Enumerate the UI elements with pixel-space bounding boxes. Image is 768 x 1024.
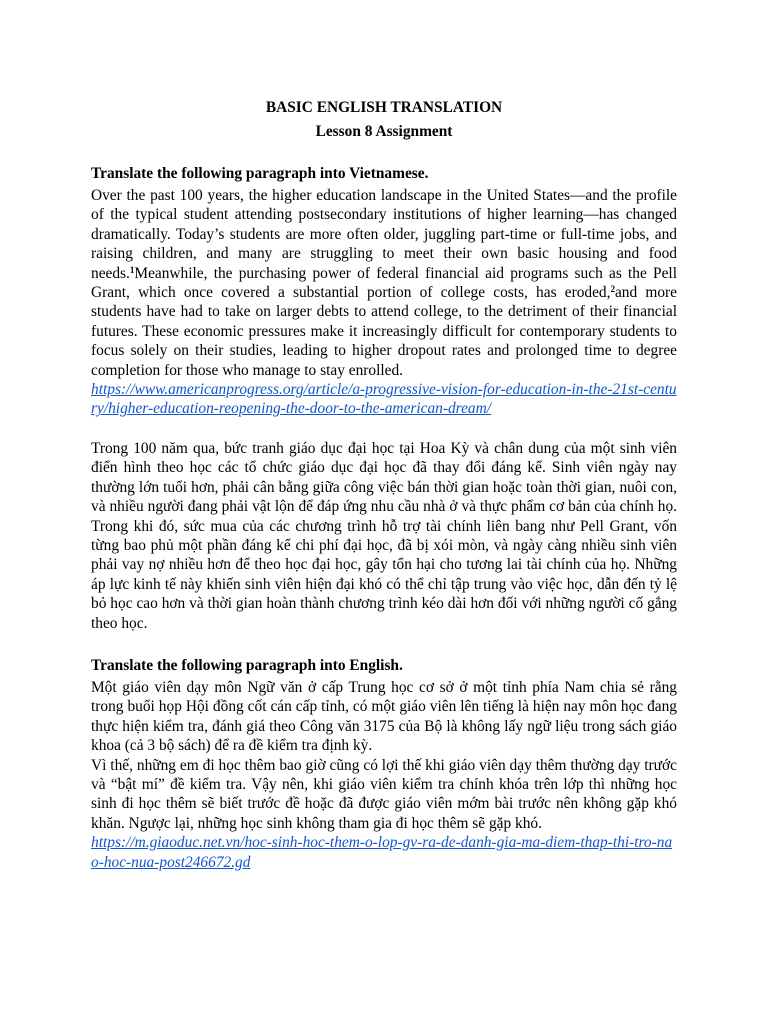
spacer (91, 144, 677, 162)
footnote-2[interactable]: 2 (610, 284, 615, 295)
spacer (91, 633, 677, 654)
section2-paragraph-1: Một giáo viên dạy môn Ngữ văn ở cấp Trung học cơ sở ở một tỉnh phía Nam chia sẻ rằng trong buổi họp Hội đồng cốt cán cấp tỉnh, có một giáo viên lên tiếng là hiện nay môn học đang thực hiện kiểm tra, đánh giá theo Công văn 3175 của Bộ là không lấy ngữ liệu trong sách giáo khoa (cả 3 bộ sách) để ra đề kiểm tra định kỳ. (91, 678, 677, 755)
section1-heading: Translate the following paragraph into Vietnamese. (91, 165, 429, 182)
para-part2: Meanwhile, the purchasing power of federal financial aid programs such as the Pell Grant, which once covered a substantial portion of college costs, has eroded, (91, 264, 677, 302)
section1-english-paragraph (91, 186, 677, 380)
footnote-1[interactable]: 1 (129, 264, 135, 275)
para-part3: and more students have had to take on larger debts to attend college, to the detriment of their financial futures. These economic pressures make it increasingly difficult for contemporary students to focus solely on their studies, leading to higher dropout rates and prolonged time to degree completion for those who manage to stay enrolled. (91, 284, 677, 379)
document-subtitle: Lesson 8 Assignment (315, 123, 453, 140)
section2-paragraph-2: Vì thế, những em đi học thêm bao giờ cũng có lợi thế khi giáo viên dạy thêm thường dạy trước và “bật mí” đề kiểm tra. Vậy nên, khi giáo viên kiểm tra chính khóa trên lớp thì những học sinh đi học thêm sẽ biết trước đề hoặc đã được giáo viên mớm bài trước nên không gặp khó khăn. Ngược lại, những học sinh không tham gia đi học thêm sẽ gặp khó. (91, 756, 677, 832)
spacer (91, 419, 677, 439)
section2-heading: Translate the following paragraph into English. (91, 656, 403, 674)
section1-source-link[interactable]: https://www.americanprogress.org/article/a-progressive-vision-for-education-in-the-21st-century/higher-education-reopening-the-door-to-the-american-dream/ (91, 381, 677, 418)
section2-source-link[interactable]: https://m.giaoduc.net.vn/hoc-sinh-hoc-them-o-lop-gv-ra-de-danh-gia-ma-diem-thap-thi-tro-nao-hoc-nua-post246672.gd (91, 834, 673, 871)
document-title: BASIC ENGLISH TRANSLATION (265, 99, 503, 116)
para-part1: Over the past 100 years, the higher education landscape in the United States—and the profile of the typical student attending postsecondary institutions of higher learning—has changed dramatically. Today’s students are more often older, juggling part-time or full-time jobs, and raising children, and many are struggling to meet their own basic housing and food needs. (91, 187, 677, 282)
section1-vietnamese-translation: Trong 100 năm qua, bức tranh giáo dục đại học tại Hoa Kỳ và chân dung của một sinh viên điển hình theo học các tổ chức giáo dục đại học đã thay đổi đáng kể. Sinh viên ngày nay thường lớn tuổi hơn, phải cân bằng giữa công việc bán thời gian hoặc toàn thời gian, nuôi con, và nhiều người đang phải vật lộn để đáp ứng nhu cầu nhà ở và thực phẩm cơ bản của chính họ. Trong khi đó, sức mua của các chương trình hỗ trợ tài chính liên bang như Pell Grant, vốn từng bao phủ một phần đáng kể chi phí đại học, đã bị xói mòn, và ngày càng nhiều sinh viên phải vay nợ nhiều hơn để theo học đại học, gây tổn hại cho tương lai tài chính của họ. Những áp lực kinh tế này khiến sinh viên hiện đại khó có thể chỉ tập trung vào việc học, dẫn đến tỷ lệ bỏ học cao hơn và thời gian hoàn thành chương trình kéo dài hơn đối với những người cố gắng theo học. (91, 439, 677, 632)
document-page (91, 96, 677, 872)
